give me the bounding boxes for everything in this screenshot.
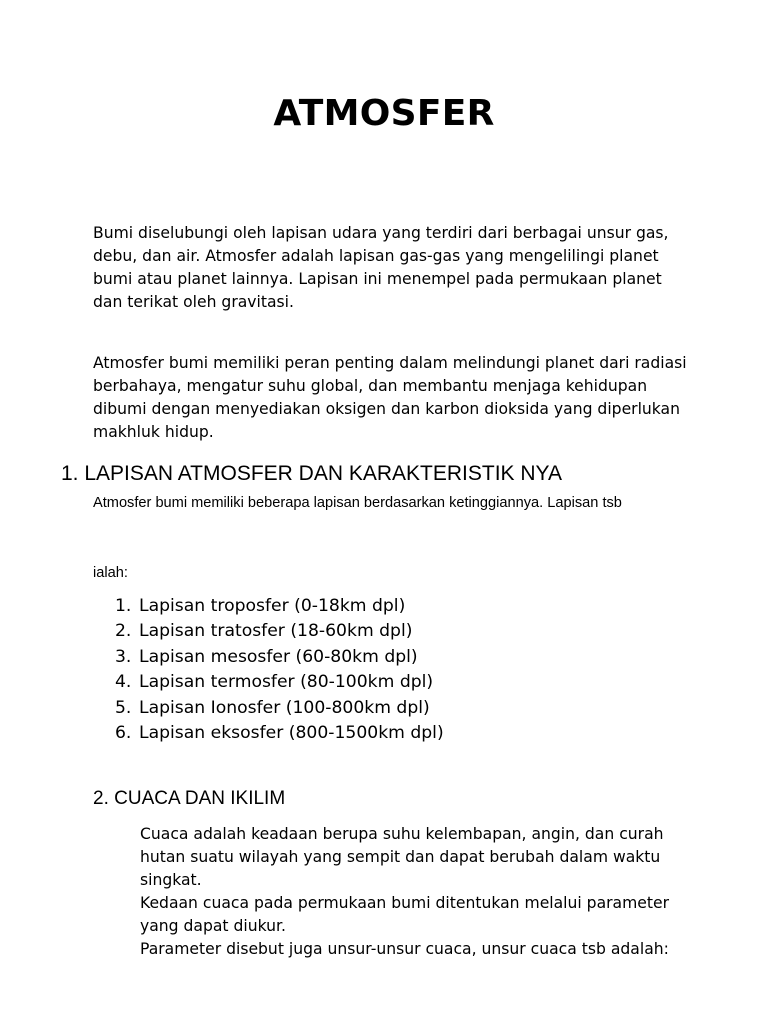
section2-heading: 2. CUACA DAN IKILIM — [93, 788, 286, 809]
section2-line-definition: Cuaca adalah keadaan berupa suhu kelembapan, angin, dan curah hutan suatu wilayah yang sempit dan dapat berubah dalam waktu singkat. — [140, 825, 664, 889]
list-item — [115, 670, 444, 695]
section1-intro-line2: ialah: — [93, 565, 128, 581]
list-item — [115, 619, 444, 644]
list-item-text: Lapisan tratosfer (18-60km dpl) — [139, 621, 413, 642]
list-item-text: Lapisan mesosfer (60-80km dpl) — [139, 646, 418, 667]
list-item-text: Lapisan termosfer (80-100km dpl) — [139, 672, 434, 693]
list-item — [115, 594, 444, 619]
list-item-number: 6. — [115, 722, 132, 743]
list-item-number: 5. — [115, 697, 132, 718]
section2-line-parameters: Kedaan cuaca pada permukaan bumi ditentukan melalui parameter yang dapat diukur. — [140, 894, 669, 935]
list-item — [115, 645, 444, 670]
list-item-text: Lapisan Ionosfer (100-800km dpl) — [139, 697, 430, 718]
paragraph-role: Atmosfer bumi memiliki peran penting dalam melindungi planet dari radiasi berbahaya, mengatur suhu global, dan membantu menjaga kehidupan dibumi dengan menyediakan oksigen dan karbon dioksida yang diperlukan makhluk hidup. — [93, 354, 687, 441]
document-title: ATMOSFER — [273, 93, 495, 134]
list-item-number: 1. — [115, 596, 132, 616]
section2-line-elements: Parameter disebut juga unsur-unsur cuaca, unsur cuaca tsb adalah: — [140, 940, 669, 958]
list-item-text: Lapisan troposfer (0-18km dpl) — [139, 596, 406, 616]
list-item-number: 2. — [115, 621, 132, 642]
list-item — [115, 721, 444, 746]
section1-heading: 1. LAPISAN ATMOSFER DAN KARAKTERISTIK NYA — [61, 462, 563, 485]
list-item-number: 3. — [115, 646, 132, 667]
list-item — [115, 696, 444, 721]
section2-body — [140, 823, 700, 961]
list-item-number: 4. — [115, 672, 132, 693]
list-item-text: Lapisan eksosfer (800-1500km dpl) — [139, 722, 444, 743]
layers-list — [115, 594, 444, 746]
section1-intro-line1: Atmosfer bumi memiliki beberapa lapisan berdasarkan ketinggiannya. Lapisan tsb — [93, 495, 622, 511]
paragraph-intro: Bumi diselubungi oleh lapisan udara yang terdiri dari berbagai unsur gas, debu, dan air. Atmosfer adalah lapisan gas-gas yang mengelilingi planet bumi atau planet lainnya. Lapisan ini menempel pada permukaan planet dan terikat oleh gravitasi. — [93, 224, 669, 311]
